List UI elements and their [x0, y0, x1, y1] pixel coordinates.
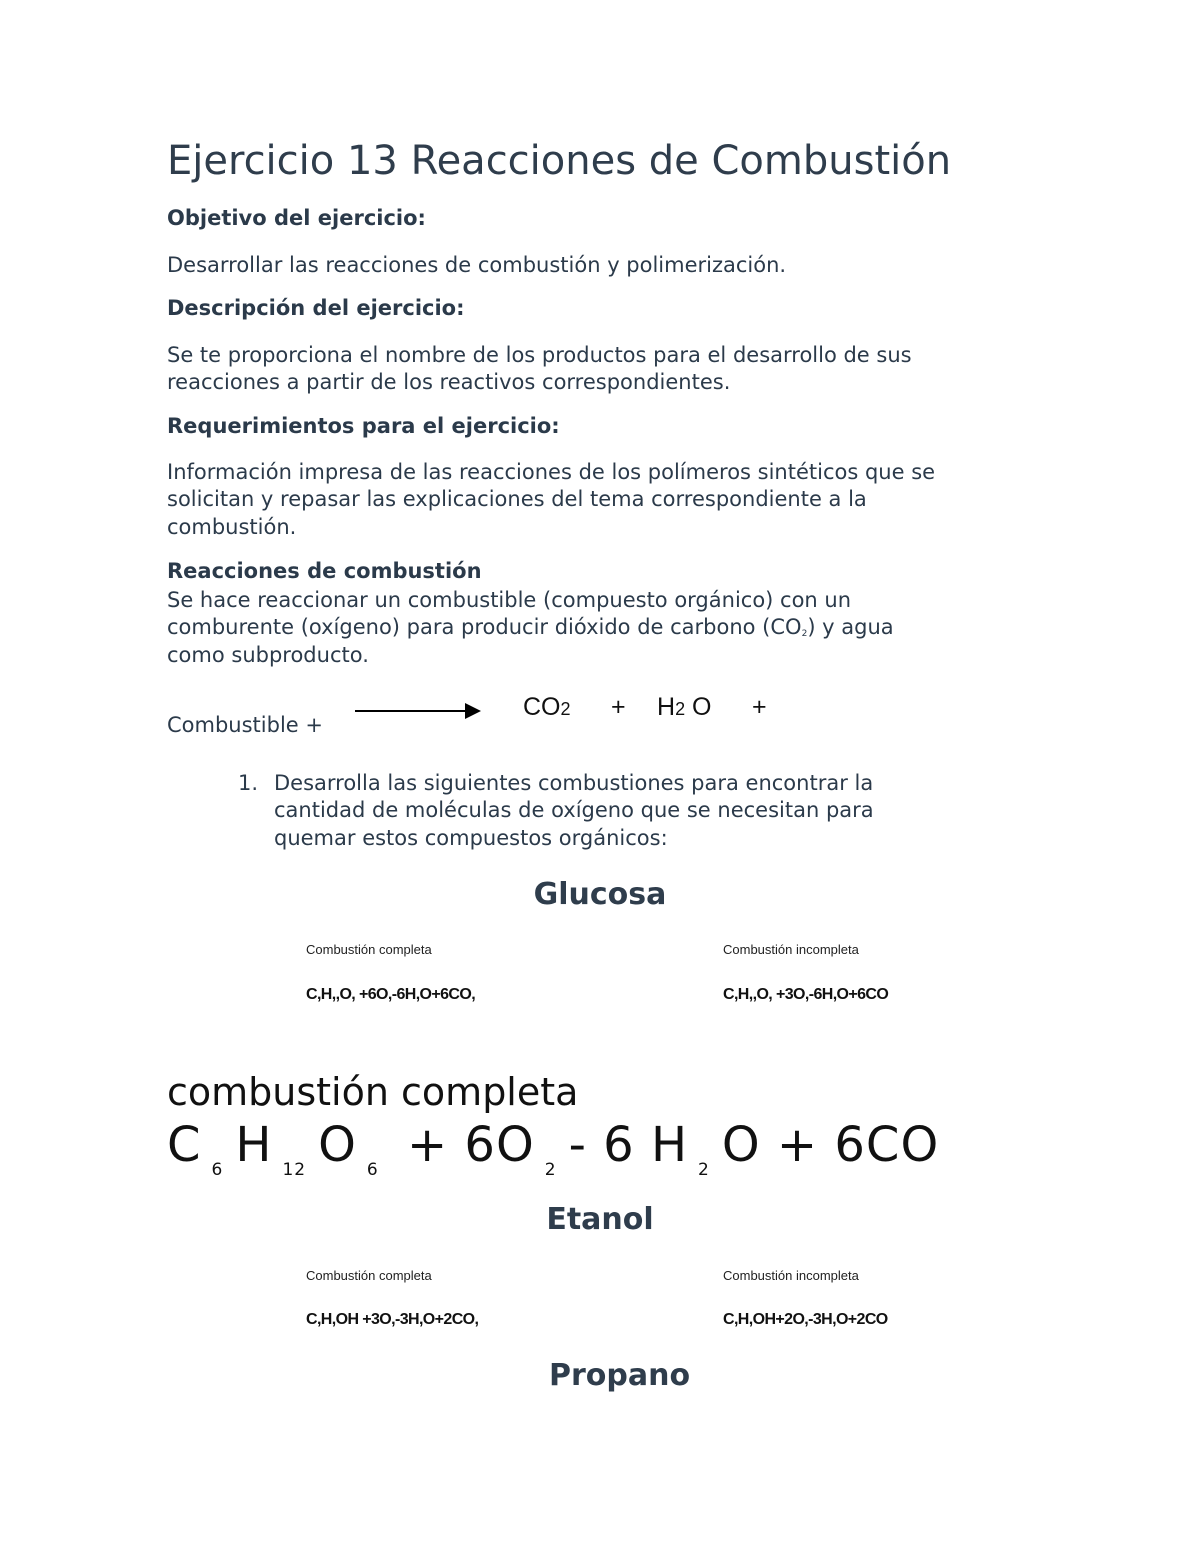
etanol-completa-label: Combustión completa	[306, 1268, 432, 1283]
list-line-3: quemar estos compuestos orgánicos:	[274, 826, 668, 850]
page-title: Ejercicio 13 Reacciones de Combustión	[167, 138, 952, 184]
requerimientos-line-3: combustión.	[167, 515, 297, 539]
reacciones-line-2-text: comburente (oxígeno) para producir dióxido de carbono (CO	[167, 615, 802, 639]
scheme-reactant: Combustible +	[167, 713, 323, 737]
scheme-co2	[523, 693, 571, 722]
scheme-h2o	[657, 693, 711, 722]
requerimientos-heading: Requerimientos para el ejercicio:	[167, 414, 560, 438]
glucosa-completa-label: Combustión completa	[306, 942, 432, 957]
reacciones-line-1: Se hace reaccionar un combustible (compuesto orgánico) con un	[167, 588, 852, 612]
reacciones-heading: Reacciones de combustión	[167, 559, 482, 583]
reacciones-line-2-tail: ) y agua	[807, 615, 894, 639]
glucosa-incompleta-label: Combustión incompleta	[723, 942, 859, 957]
eq-c: C	[167, 1117, 202, 1173]
descripcion-line-2: reacciones a partir de los reactivos correspondientes.	[167, 370, 731, 394]
h2o-o: O	[685, 693, 712, 721]
big-caption: combustión completa	[167, 1070, 579, 1114]
list-line-1: Desarrolla las siguientes combustiones para encontrar la	[274, 771, 874, 795]
propano-heading: Propano	[549, 1358, 691, 1393]
glucosa-heading: Glucosa	[533, 877, 667, 912]
h2o-sub: 2	[675, 699, 686, 719]
eq-c-sub: 6	[211, 1160, 224, 1180]
eq-plus-6o: + 6O	[406, 1117, 535, 1173]
scheme-plus-1: +	[611, 693, 626, 721]
descripcion-line-1: Se te proporciona el nombre de los productos para el desarrollo de sus	[167, 343, 912, 367]
eq-h: H	[235, 1117, 273, 1173]
etanol-completa-formula: C,H,OH +3O,-3H,O+2CO,	[306, 1311, 479, 1328]
etanol-incompleta-formula: C,H,OH+2O,-3H,O+2CO	[723, 1311, 888, 1328]
big-equation	[167, 1117, 939, 1180]
co2-subscript: 2	[801, 629, 808, 639]
h2o-h: H	[657, 693, 676, 721]
objetivo-heading: Objetivo del ejercicio:	[167, 206, 426, 230]
glucosa-completa-formula: C,H,,O, +6O,-6H,O+6CO,	[306, 986, 476, 1003]
eq-o2-sub: 2	[544, 1160, 557, 1180]
eq-o: O	[318, 1117, 357, 1173]
reaction-arrow-shaft	[355, 710, 467, 712]
reacciones-line-3: como subproducto.	[167, 643, 369, 667]
eq-tail: O + 6CO	[721, 1117, 940, 1173]
requerimientos-line-2: solicitan y repasar las explicaciones del tema correspondiente a la	[167, 487, 867, 511]
etanol-heading: Etanol	[546, 1202, 654, 1237]
descripcion-heading: Descripción del ejercicio:	[167, 296, 465, 320]
co2-sub: 2	[560, 699, 571, 719]
eq-h-sub: 12	[282, 1160, 307, 1180]
list-line-2: cantidad de moléculas de oxígeno que se necesitan para	[274, 798, 874, 822]
list-number: 1.	[238, 771, 259, 795]
etanol-incompleta-label: Combustión incompleta	[723, 1268, 859, 1283]
co2-text: CO	[523, 693, 561, 721]
reaction-arrow-icon	[465, 703, 481, 719]
objetivo-text: Desarrollar las reacciones de combustión y polimerización.	[167, 253, 787, 277]
scheme-plus-2: +	[752, 693, 767, 721]
eq-o-sub: 6	[366, 1160, 379, 1180]
eq-h2-sub: 2	[698, 1160, 710, 1180]
requerimientos-line-1: Información impresa de las reacciones de los polímeros sintéticos que se	[167, 460, 936, 484]
eq-minus-6h: - 6 H	[568, 1117, 689, 1173]
glucosa-incompleta-formula: C,H,,O, +3O,-6H,O+6CO	[723, 986, 889, 1003]
